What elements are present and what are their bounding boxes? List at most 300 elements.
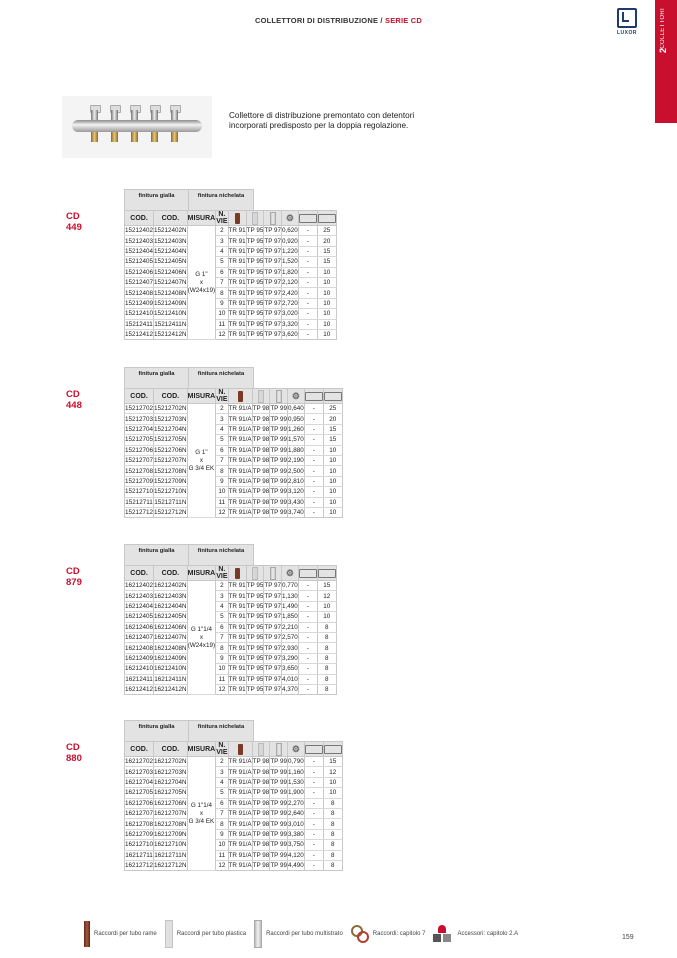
weight-cell: 4,370: [282, 686, 298, 694]
cod-yellow-cell: 15212705: [125, 436, 154, 444]
plastic-fitting-cell: TP 95: [246, 582, 264, 590]
multilayer-fitting-cell: TP 97: [264, 582, 282, 590]
carton-cell: 15: [323, 424, 342, 434]
copper-fitting-cell: TR 91: [228, 675, 246, 683]
table-row: [125, 267, 337, 277]
cod-yellow-cell: 16212709: [125, 830, 154, 838]
weight-cell: 0,770: [282, 582, 298, 590]
carton-cell: 20: [317, 236, 336, 246]
misura-line: x: [199, 456, 203, 464]
table-row: [125, 674, 337, 684]
plastic-fitting-cell: TP 98: [252, 862, 270, 870]
n-vie-cell: 7: [216, 455, 228, 465]
pack-cell: -: [298, 236, 317, 246]
weight-cell: 3,320: [282, 320, 298, 328]
cod-yellow-cell: 15212404: [125, 247, 154, 255]
multilayer-fitting-cell: TP 97: [264, 644, 282, 652]
table-row: [125, 829, 343, 839]
multilayer-fitting-cell: TP 97: [264, 675, 282, 683]
cod-yellow-cell: 15212411: [125, 320, 153, 328]
cod-nickel-cell: 16212703N: [154, 768, 187, 776]
plastic-fitting-cell: TP 95: [246, 279, 264, 287]
header-icon-cell: [228, 566, 246, 581]
header-icon-cell: [288, 389, 305, 404]
header-icon-cell: [317, 211, 336, 226]
table-row: [125, 612, 337, 622]
copper-pipe-icon: [84, 921, 90, 947]
cod-nickel-cell: 16212711N: [154, 851, 187, 859]
cod-nickel-cell: 16212410N: [154, 665, 187, 673]
misura-line: G 3/4 EK: [188, 817, 215, 825]
multilayer-fitting-cell: TP 99: [270, 799, 287, 807]
copper-fitting-cell: TR 91: [228, 247, 246, 255]
misura-line: G 1": [195, 448, 208, 456]
weight-cell: 1,260: [288, 425, 304, 433]
cod-yellow-cell: 15212704: [125, 425, 154, 433]
weight-cell: 4,010: [282, 675, 298, 683]
cod-nickel-cell: 15212406N: [154, 268, 187, 276]
copper-fitting-cell: TR 91: [228, 592, 246, 600]
cod-nickel-cell: 16212708N: [154, 820, 187, 828]
n-vie-cell: 6: [216, 267, 228, 277]
cod-nickel-cell: 16212706N: [154, 799, 187, 807]
misura-line: (W24x19): [187, 641, 216, 649]
plastic-fitting-cell: TP 98: [252, 799, 270, 807]
plastic-fitting-cell: TP 98: [252, 436, 270, 444]
copper-fitting-cell: TR 91/A: [228, 789, 252, 797]
copper-fitting-cell: TR 91/A: [228, 799, 252, 807]
pack-cell: -: [298, 622, 317, 632]
multilayer-fitting-cell: TP 97: [264, 613, 282, 621]
cod-nickel-cell: 15212402N: [154, 227, 187, 235]
copper-fitting-cell: TR 91/A: [228, 467, 252, 475]
pack-cell: -: [298, 277, 317, 287]
carton-cell: 8: [323, 860, 342, 870]
weight-cell: 2,640: [288, 810, 304, 818]
pack-cell: -: [298, 226, 317, 236]
pack-cell: -: [304, 404, 323, 414]
legend-item: [84, 921, 157, 947]
plastic-fitting-cell: TP 98: [252, 851, 270, 859]
cod-yellow-cell: 16212402: [125, 582, 154, 590]
table-row: [125, 860, 343, 870]
n-vie-cell: 9: [216, 653, 228, 663]
cod-nickel-cell: 16212402N: [154, 582, 187, 590]
n-vie-cell: 3: [216, 591, 228, 601]
n-vie-cell: 11: [216, 319, 228, 329]
pack-cell: -: [298, 674, 317, 684]
misura-line: G 1"1/4: [190, 625, 212, 633]
n-vie-cell: 7: [216, 808, 228, 818]
cod-nickel-cell: 16212407N: [154, 634, 187, 642]
plastic-pipe-icon: [252, 567, 258, 580]
n-vie-cell: 12: [216, 329, 228, 339]
n-vie-cell: 8: [216, 466, 228, 476]
cod-nickel-cell: 16212712N: [154, 862, 187, 870]
multilayer-fitting-cell: TP 99: [270, 789, 287, 797]
copper-fitting-cell: TR 91/A: [228, 851, 252, 859]
plastic-fitting-cell: TP 95: [246, 268, 264, 276]
finish-yellow-label: finitura gialla: [124, 189, 189, 210]
cod-nickel-cell: 15212409N: [154, 299, 187, 307]
weight-cell: 3,740: [288, 509, 304, 517]
multilayer-fitting-cell: TP 97: [264, 686, 282, 694]
carton-cell: 10: [323, 466, 342, 476]
cod-yellow-cell: 15212412: [125, 331, 154, 339]
copper-fitting-cell: TR 91: [228, 686, 246, 694]
copper-pipe-icon: [238, 391, 243, 402]
table-row: [125, 435, 343, 445]
multilayer-fitting-cell: TP 99: [270, 862, 287, 870]
copper-fitting-cell: TR 91/A: [228, 425, 252, 433]
n-vie-cell: 5: [216, 788, 228, 798]
copper-fitting-cell: TR 91: [228, 582, 246, 590]
cod-yellow-cell: 15212707: [125, 457, 154, 465]
multilayer-fitting-cell: TP 99: [270, 477, 287, 485]
header-n-vie: N. VIE: [216, 566, 228, 580]
chapter-side-tab: [655, 0, 677, 123]
brand-logo-text: LUXOR: [617, 30, 637, 36]
plastic-pipe-icon: [252, 212, 258, 225]
header-icon-cell: [228, 211, 246, 226]
cod-nickel-cell: 16212702N: [154, 758, 187, 766]
cod-nickel-cell: 16212412N: [154, 686, 187, 694]
table-row: [125, 288, 337, 298]
carton-cell: 10: [323, 507, 342, 517]
plastic-fitting-cell: TP 95: [246, 247, 264, 255]
cod-yellow-cell: 16212408: [125, 644, 154, 652]
misura-line: (W24x19): [187, 286, 216, 294]
pack-cell: -: [304, 850, 323, 860]
pack-cell: -: [304, 424, 323, 434]
carton-cell: 10: [323, 445, 342, 455]
finish-header: [124, 189, 254, 210]
weight-cell: 2,810: [288, 477, 304, 485]
brand-logo: [610, 8, 644, 36]
cod-nickel-cell: 16212411N: [154, 675, 187, 683]
n-vie-cell: 9: [216, 298, 228, 308]
pack-cell: -: [298, 257, 317, 267]
table-row: [125, 277, 337, 287]
multilayer-fitting-cell: TP 97: [264, 602, 282, 610]
carton-cell: 8: [323, 819, 342, 829]
copper-fitting-cell: TR 91: [228, 665, 246, 673]
copper-fitting-cell: TR 91: [228, 634, 246, 642]
pack-cell: -: [304, 445, 323, 455]
table-row: [125, 329, 337, 339]
copper-fitting-cell: TR 91/A: [228, 477, 252, 485]
header-icon-cell: [298, 211, 317, 226]
copper-fitting-cell: TR 91/A: [228, 405, 252, 413]
plastic-fitting-cell: TP 98: [252, 488, 270, 496]
copper-fitting-cell: TR 91/A: [228, 820, 252, 828]
finish-nickel-label: finitura nichelata: [189, 544, 254, 565]
header-title-main: COLLETTORI DI DISTRIBUZIONE /: [254, 16, 385, 25]
n-vie-cell: 6: [216, 622, 228, 632]
carton-cell: 10: [323, 476, 342, 486]
plastic-pipe-icon: [258, 390, 264, 403]
plastic-fitting-cell: TP 95: [246, 310, 264, 318]
header-icon-cell: [323, 389, 342, 404]
product-table: [124, 210, 337, 340]
plastic-fitting-cell: TP 98: [252, 810, 270, 818]
legend-label: Raccordi per tubo multistrato: [266, 931, 343, 937]
cod-yellow-cell: 16212406: [125, 623, 154, 631]
table-row: [125, 643, 337, 653]
cod-yellow-cell: 16212412: [125, 686, 154, 694]
legend-item: [351, 925, 426, 943]
plastic-pipe-icon: [165, 920, 173, 948]
cod-yellow-cell: 15212709: [125, 477, 154, 485]
pack-cell: -: [304, 860, 323, 870]
header-cod: COD.: [125, 389, 154, 404]
weight-cell: 3,010: [288, 820, 304, 828]
plastic-fitting-cell: TP 98: [252, 509, 270, 517]
cod-yellow-cell: 16212712: [125, 862, 154, 870]
header-cod: COD.: [125, 566, 154, 581]
carton-cell: 10: [317, 601, 336, 611]
header-cod: COD.: [154, 389, 188, 404]
n-vie-cell: 8: [216, 819, 228, 829]
cod-nickel-cell: 16212709N: [154, 830, 187, 838]
table-header-row: [125, 211, 337, 226]
table-row: [125, 788, 343, 798]
carton-cell: 8: [317, 622, 336, 632]
cod-yellow-cell: 16212706: [125, 799, 154, 807]
cod-yellow-cell: 15212702: [125, 405, 154, 413]
finish-yellow-label: finitura gialla: [124, 367, 189, 388]
carton-cell: 10: [317, 298, 336, 308]
cod-yellow-cell: 16212705: [125, 789, 154, 797]
cod-yellow-cell: 16212704: [125, 778, 154, 786]
pack-cell: -: [298, 632, 317, 642]
outlet-top: [151, 110, 158, 120]
plastic-fitting-cell: TP 98: [252, 425, 270, 433]
cod-nickel-cell: 16212710N: [154, 841, 187, 849]
cod-nickel-cell: 15212405N: [154, 258, 187, 266]
multilayer-fitting-cell: TP 97: [264, 299, 282, 307]
multilayer-fitting-cell: TP 99: [270, 841, 287, 849]
plastic-fitting-cell: TP 95: [246, 258, 264, 266]
section-code: CD 448: [66, 389, 82, 411]
table-row: [125, 819, 343, 829]
cod-nickel-cell: 16212406N: [154, 623, 187, 631]
fittings-icon: ⚙: [285, 212, 294, 223]
cod-nickel-cell: 15212403N: [154, 237, 187, 245]
finish-header: [124, 367, 254, 388]
carton-cell: 20: [323, 414, 342, 424]
weight-cell: 3,020: [282, 310, 298, 318]
copper-fitting-cell: TR 91: [228, 310, 246, 318]
pack-cell: -: [304, 507, 323, 517]
weight-cell: 0,640: [288, 405, 304, 413]
carton-cell: 10: [317, 329, 336, 339]
copper-fitting-cell: TR 91: [228, 227, 246, 235]
misura-cell: [187, 581, 216, 695]
multilayer-fitting-cell: TP 97: [264, 268, 282, 276]
copper-fitting-cell: TR 91/A: [228, 778, 252, 786]
pack-cell: -: [298, 612, 317, 622]
table-row: [125, 319, 337, 329]
n-vie-cell: 5: [216, 257, 228, 267]
n-vie-cell: 2: [216, 404, 228, 414]
plastic-fitting-cell: TP 95: [246, 623, 264, 631]
weight-cell: 1,220: [282, 247, 298, 255]
cod-nickel-cell: 15212404N: [154, 247, 187, 255]
multilayer-fitting-cell: TP 97: [264, 623, 282, 631]
header-cod: COD.: [154, 211, 188, 226]
cod-yellow-cell: 15212706: [125, 446, 154, 454]
cod-nickel-cell: 15212408N: [154, 289, 187, 297]
n-vie-cell: 10: [216, 487, 228, 497]
weight-cell: 1,900: [288, 789, 304, 797]
multilayer-fitting-cell: TP 99: [270, 446, 287, 454]
carton-cell: 10: [323, 777, 342, 787]
page-header-title: [0, 16, 677, 25]
n-vie-cell: 4: [216, 424, 228, 434]
product-table: [124, 565, 337, 695]
table-row: [125, 476, 343, 486]
finish-yellow-label: finitura gialla: [124, 720, 189, 741]
weight-cell: 1,520: [282, 258, 298, 266]
carton-cell: 8: [317, 643, 336, 653]
fittings-icon: ⚙: [291, 390, 300, 401]
multilayer-fitting-cell: TP 97: [264, 310, 282, 318]
pack-cell: -: [298, 246, 317, 256]
multilayer-fitting-cell: TP 97: [264, 258, 282, 266]
table-row: [125, 777, 343, 787]
table-row: [125, 424, 343, 434]
n-vie-cell: 2: [216, 581, 228, 591]
weight-cell: 1,490: [282, 602, 298, 610]
header-icon-cell: [228, 389, 252, 404]
carton-cell: 15: [317, 257, 336, 267]
brand-logo-mark: [617, 8, 637, 28]
cod-nickel-cell: 15212411N: [154, 320, 187, 328]
multilayer-fitting-cell: TP 99: [270, 830, 287, 838]
multilayer-fitting-cell: TP 97: [264, 331, 282, 339]
multilayer-fitting-cell: TP 99: [270, 851, 287, 859]
plastic-fitting-cell: TP 98: [252, 457, 270, 465]
header-cod: COD.: [125, 211, 154, 226]
n-vie-cell: 3: [216, 767, 228, 777]
n-vie-cell: 12: [216, 684, 228, 694]
header-icon-cell: [323, 742, 342, 757]
weight-cell: 0,620: [282, 227, 298, 235]
multilayer-fitting-cell: TP 99: [270, 467, 287, 475]
weight-cell: 1,160: [288, 768, 304, 776]
weight-cell: 0,950: [288, 415, 304, 423]
carton-box-icon: [324, 392, 342, 401]
header-icon-cell: [298, 566, 317, 581]
pack-cell: -: [298, 309, 317, 319]
multilayer-fitting-cell: TP 99: [270, 436, 287, 444]
header-icon-cell: [304, 742, 323, 757]
table-row: [125, 798, 343, 808]
fittings-icon: ⚙: [285, 567, 294, 578]
multilayer-fitting-cell: TP 97: [264, 237, 282, 245]
pack-cell: -: [298, 653, 317, 663]
header-icon-cell: [288, 742, 305, 757]
multilayer-fitting-cell: TP 99: [270, 810, 287, 818]
weight-cell: 1,530: [288, 778, 304, 786]
copper-fitting-cell: TR 91/A: [228, 457, 252, 465]
multilayer-pipe-icon: [270, 212, 276, 225]
header-icon-cell: [304, 389, 323, 404]
header-icon-cell: [282, 566, 299, 581]
pack-cell: -: [304, 497, 323, 507]
pack-cell: -: [298, 591, 317, 601]
multilayer-fitting-cell: TP 97: [264, 227, 282, 235]
carton-cell: 15: [317, 581, 336, 591]
header-n-vie: N. VIE: [216, 389, 228, 403]
carton-cell: 10: [323, 788, 342, 798]
n-vie-cell: 9: [216, 829, 228, 839]
manifold-pipe: [72, 120, 202, 132]
carton-cell: 8: [317, 684, 336, 694]
cod-nickel-cell: 16212403N: [154, 592, 187, 600]
table-row: [125, 840, 343, 850]
carton-box-icon: [318, 214, 336, 223]
plastic-fitting-cell: TP 98: [252, 446, 270, 454]
header-icon-cell: [246, 566, 264, 581]
table-row: [125, 466, 343, 476]
copper-fitting-cell: TR 91/A: [228, 446, 252, 454]
misura-line: x: [199, 278, 203, 286]
table-row: [125, 632, 337, 642]
plastic-fitting-cell: TP 98: [252, 467, 270, 475]
cod-nickel-cell: 15212708N: [154, 467, 187, 475]
cod-yellow-cell: 15212406: [125, 268, 154, 276]
legend-item: [433, 925, 518, 943]
pack-cell: -: [298, 581, 317, 591]
cod-nickel-cell: 16212705N: [154, 789, 187, 797]
copper-fitting-cell: TR 91: [228, 299, 246, 307]
multilayer-fitting-cell: TP 99: [270, 425, 287, 433]
pack-box-icon: [305, 392, 323, 401]
pack-cell: -: [298, 267, 317, 277]
copper-fitting-cell: TR 91/A: [228, 436, 252, 444]
n-vie-cell: 2: [216, 757, 228, 767]
table-row: [125, 246, 337, 256]
n-vie-cell: 2: [216, 226, 228, 236]
copper-fitting-cell: TR 91: [228, 237, 246, 245]
header-icon-cell: [228, 742, 252, 757]
n-vie-cell: 7: [216, 632, 228, 642]
table-row: [125, 414, 343, 424]
carton-cell: 10: [323, 455, 342, 465]
weight-cell: 1,820: [282, 268, 298, 276]
misura-cell: [187, 404, 216, 518]
copper-fitting-cell: TR 91: [228, 320, 246, 328]
accessories-icon: [433, 925, 453, 943]
multilayer-fitting-cell: TP 99: [270, 778, 287, 786]
pack-cell: -: [304, 487, 323, 497]
table-row: [125, 298, 337, 308]
weight-cell: 4,120: [288, 851, 304, 859]
cod-nickel-cell: 15212711N: [154, 498, 187, 506]
n-vie-cell: 3: [216, 236, 228, 246]
header-icon-cell: [270, 389, 288, 404]
plastic-fitting-cell: TP 95: [246, 331, 264, 339]
carton-cell: 10: [317, 288, 336, 298]
copper-fitting-cell: TR 91/A: [228, 830, 252, 838]
cod-yellow-cell: 15212708: [125, 467, 154, 475]
weight-cell: 1,570: [288, 436, 304, 444]
cod-nickel-cell: 16212408N: [154, 644, 187, 652]
carton-cell: 8: [323, 829, 342, 839]
table-row: [125, 653, 337, 663]
